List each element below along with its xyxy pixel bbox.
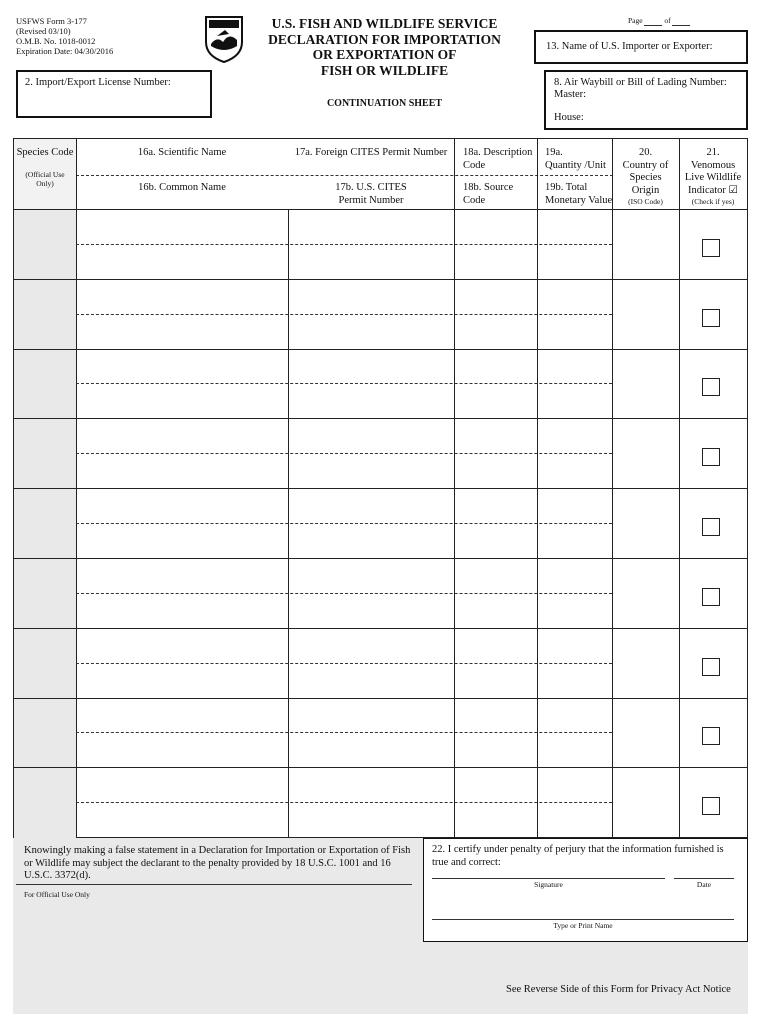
row-input-cell[interactable] (455, 559, 536, 592)
row-input-cell[interactable] (289, 629, 453, 662)
venomous-checkbox[interactable] (702, 518, 720, 536)
row-input-cell[interactable] (538, 384, 611, 417)
row-input-cell[interactable] (77, 629, 287, 662)
row-input-cell[interactable] (77, 733, 287, 766)
row-input-cell[interactable] (289, 768, 453, 801)
row-input-cell[interactable] (77, 210, 287, 243)
row-input-cell[interactable] (455, 419, 536, 452)
venomous-checkbox[interactable] (702, 378, 720, 396)
venomous-checkbox[interactable] (702, 797, 720, 815)
col-description-code: 18a. Description Code (463, 147, 533, 171)
row-input-cell[interactable] (289, 664, 453, 697)
revised-date: (Revised 03/10) (16, 26, 71, 36)
row-input-cell[interactable] (538, 419, 611, 452)
row-input-cell[interactable] (455, 664, 536, 697)
table-row (14, 418, 747, 488)
row-input-cell[interactable] (77, 454, 287, 487)
row-input-cell[interactable] (538, 280, 611, 313)
form-title (262, 16, 507, 78)
row-input-cell[interactable] (538, 559, 611, 592)
importer-name-field[interactable] (534, 30, 748, 64)
row-input-cell[interactable] (455, 245, 536, 278)
false-statement-warning: Knowingly making a false statement in a Declaration for Importation or Exportation of Fish or Wildlife may subject the declarant to the penalty provided by 18 U.S.C. 1001 and 16 U.S.C. 3372(d). (24, 845, 411, 881)
row-input-cell[interactable] (455, 384, 536, 417)
table-row (14, 488, 747, 558)
license-label: 2. Import/Export License Number: (25, 77, 171, 88)
table-row (14, 628, 747, 698)
row-input-cell[interactable] (77, 350, 287, 383)
page-label: Page (628, 16, 643, 25)
row-input-cell[interactable] (455, 280, 536, 313)
row-input-cell[interactable] (455, 210, 536, 243)
col-venomous-indicator: 21. Venomous Live Wildlife Indicator ☑ (Check if yes) (684, 147, 742, 206)
country-origin-cell[interactable] (613, 419, 677, 487)
license-number-field[interactable] (16, 70, 212, 118)
certification-box (423, 838, 748, 942)
venomous-checkbox[interactable] (702, 588, 720, 606)
row-input-cell[interactable] (538, 768, 611, 801)
row-input-cell[interactable] (77, 699, 287, 732)
row-input-cell[interactable] (77, 384, 287, 417)
row-input-cell[interactable] (289, 350, 453, 383)
row-input-cell[interactable] (289, 559, 453, 592)
row-input-cell[interactable] (77, 315, 287, 348)
country-origin-cell[interactable] (613, 280, 677, 348)
table-row (14, 349, 747, 419)
row-input-cell[interactable] (455, 524, 536, 557)
print-name-label: Type or Print Name (553, 921, 613, 930)
col-quantity: 19a. Quantity /Unit (545, 147, 606, 171)
venomous-checkbox[interactable] (702, 448, 720, 466)
row-input-cell[interactable] (77, 419, 287, 452)
omb-number: O.M.B. No. 1018-0012 (16, 36, 96, 46)
row-input-cell[interactable] (538, 594, 611, 627)
col-scientific-name: 16a. Scientific Name (137, 147, 227, 158)
row-input-cell[interactable] (289, 803, 453, 836)
date-field[interactable] (674, 877, 734, 879)
row-input-cell[interactable] (289, 210, 453, 243)
row-input-cell[interactable] (289, 315, 453, 348)
row-input-cell[interactable] (455, 454, 536, 487)
master-label: Master: (554, 89, 587, 100)
title-line-1: U.S. FISH AND WILDLIFE SERVICE (271, 16, 498, 31)
row-input-cell[interactable] (77, 245, 287, 278)
row-input-cell[interactable] (77, 489, 287, 522)
row-input-cell[interactable] (289, 594, 453, 627)
row-input-cell[interactable] (289, 699, 453, 732)
row-input-cell[interactable] (538, 245, 611, 278)
row-input-cell[interactable] (538, 489, 611, 522)
row-input-cell[interactable] (538, 629, 611, 662)
row-input-cell[interactable] (289, 419, 453, 452)
row-input-cell[interactable] (77, 559, 287, 592)
table-row (14, 558, 747, 628)
col-us-cites: 17b. U.S. CITES Permit Number (335, 182, 407, 206)
row-input-cell[interactable] (538, 699, 611, 732)
house-label: House: (554, 112, 584, 123)
country-origin-cell[interactable] (613, 210, 677, 278)
official-use-label: For Official Use Only (24, 890, 90, 899)
row-input-cell[interactable] (455, 629, 536, 662)
row-input-cell[interactable] (455, 594, 536, 627)
table-row (14, 767, 747, 837)
col-common-name: 16b. Common Name (138, 182, 226, 193)
form-number: USFWS Form 3-177 (16, 16, 87, 26)
signature-field[interactable] (432, 877, 665, 879)
row-input-cell[interactable] (289, 733, 453, 766)
row-input-cell[interactable] (289, 524, 453, 557)
row-input-cell[interactable] (77, 524, 287, 557)
waybill-label: 8. Air Waybill or Bill of Lading Number: (554, 77, 727, 88)
row-input-cell[interactable] (455, 768, 536, 801)
title-line-2: DECLARATION FOR IMPORTATION (268, 31, 501, 47)
col-species-code: Species Code (16, 147, 74, 158)
row-input-cell[interactable] (77, 768, 287, 801)
form-meta (16, 16, 113, 56)
row-input-cell[interactable] (538, 733, 611, 766)
row-input-cell[interactable] (289, 489, 453, 522)
col-source-code: 18b. Source Code (463, 182, 514, 206)
col-country-origin: 20. Country of Species Origin (ISO Code) (622, 147, 669, 206)
row-input-cell[interactable] (455, 315, 536, 348)
row-input-cell[interactable] (77, 664, 287, 697)
subtitle: CONTINUATION SHEET (326, 98, 443, 109)
of-label: of (664, 16, 671, 25)
country-origin-cell[interactable] (613, 489, 677, 557)
country-origin-cell[interactable] (613, 559, 677, 627)
row-input-cell[interactable] (455, 733, 536, 766)
print-name-field[interactable] (432, 918, 734, 920)
row-input-cell[interactable] (289, 454, 453, 487)
country-origin-cell[interactable] (613, 629, 677, 697)
row-input-cell[interactable] (77, 803, 287, 836)
row-input-cell[interactable] (289, 280, 453, 313)
venomous-checkbox[interactable] (702, 658, 720, 676)
date-label: Date (696, 880, 712, 889)
row-input-cell[interactable] (455, 699, 536, 732)
venomous-checkbox[interactable] (702, 309, 720, 327)
col-total-value: 19b. Total Monetary Value (545, 182, 613, 206)
country-origin-cell[interactable] (613, 699, 677, 767)
row-input-cell[interactable] (455, 803, 536, 836)
page-total-field[interactable] (672, 16, 690, 26)
row-input-cell[interactable] (538, 315, 611, 348)
col-species-code-note: (Official Use Only) (25, 170, 65, 188)
page-number-field[interactable] (644, 16, 662, 26)
table-row (14, 209, 747, 279)
signature-label: Signature (534, 880, 563, 889)
country-origin-cell[interactable] (613, 768, 677, 836)
importer-label: 13. Name of U.S. Importer or Exporter: (546, 41, 713, 52)
row-input-cell[interactable] (289, 245, 453, 278)
waybill-field[interactable] (544, 70, 748, 130)
title-line-4: FISH OR WILDLIFE (320, 62, 449, 78)
species-table (13, 138, 748, 838)
row-input-cell[interactable] (455, 489, 536, 522)
col-foreign-cites: 17a. Foreign CITES Permit Number (294, 147, 448, 158)
page-counter (628, 16, 690, 26)
row-input-cell[interactable] (538, 524, 611, 557)
venomous-checkbox[interactable] (702, 239, 720, 257)
table-row (14, 698, 747, 768)
row-input-cell[interactable] (77, 280, 287, 313)
privacy-notice: See Reverse Side of this Form for Privacy Act Notice (506, 984, 731, 995)
certify-statement: 22. I certify under penalty of perjury that the information furnished is true and correct: (432, 844, 724, 868)
row-input-cell[interactable] (538, 803, 611, 836)
table-row (14, 279, 747, 349)
usfws-logo-icon (203, 14, 245, 64)
row-input-cell[interactable] (538, 210, 611, 243)
row-input-cell[interactable] (455, 350, 536, 383)
country-origin-cell[interactable] (613, 350, 677, 418)
row-input-cell[interactable] (289, 384, 453, 417)
row-input-cell[interactable] (538, 664, 611, 697)
expiration-date: Expiration Date: 04/30/2016 (16, 46, 114, 56)
title-line-3: OR EXPORTATION OF (312, 47, 457, 62)
venomous-checkbox[interactable] (702, 727, 720, 745)
row-input-cell[interactable] (538, 454, 611, 487)
row-input-cell[interactable] (77, 594, 287, 627)
row-input-cell[interactable] (538, 350, 611, 383)
